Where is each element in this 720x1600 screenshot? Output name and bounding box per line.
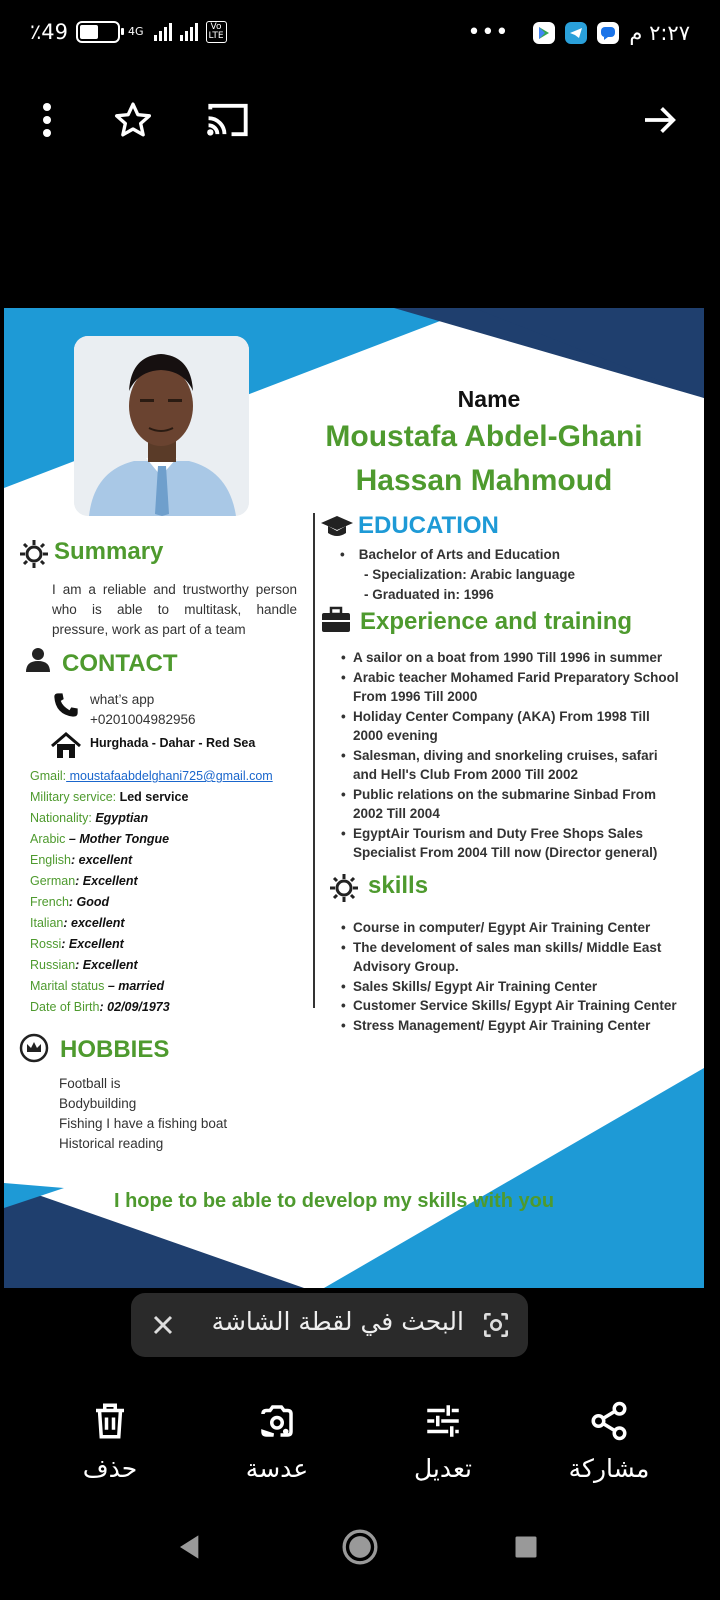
crown-badge-icon [18,1032,50,1064]
detail-key: Marital status [30,979,105,993]
home-circle-icon [340,1527,380,1567]
detail-row [30,850,320,871]
status-left [30,20,227,44]
close-search-button[interactable] [147,1309,179,1341]
list-item: • Customer Service Skills/ Egypt Air Training Center [341,996,681,1016]
contact-title: CONTACT [62,650,178,677]
status-bar [0,0,720,70]
detail-key: Date of Birth [30,1000,100,1014]
viewer-toolbar [0,85,720,155]
clock: ٢:٢٧ م [629,20,690,45]
detail-key: Gmail: [30,769,67,783]
education-block [340,545,575,605]
home-button[interactable] [340,1527,380,1567]
detail-row [30,892,320,913]
list-item: • A sailor on a boat from 1990 Till 1996 in summer [341,648,681,668]
telegram-icon [565,22,587,44]
recents-square-icon [508,1529,544,1565]
delete-label: حذف [82,1454,138,1483]
detail-row [30,955,320,976]
name-label: Name [457,386,521,412]
signal-icon-2 [180,23,198,41]
detail-value: : Excellent [75,874,138,888]
edit-label: تعديل [413,1454,473,1483]
resume-image[interactable] [4,308,704,1288]
battery-level [80,25,98,39]
detail-row [30,997,320,1018]
edit-button[interactable] [378,1400,508,1483]
lens-camera-icon [256,1400,298,1442]
more-options-button[interactable] [22,85,72,155]
back-triangle-icon [170,1527,210,1567]
summary-text: I am a reliable and trustworthy person who is able to multitask, handle pressure, work as part of a team [52,582,297,637]
back-button[interactable] [170,1527,210,1567]
experience-title: Experience and training [360,608,633,635]
name-line-2: Hassan Mahmoud [355,464,613,497]
list-item: • Sales Skills/ Egypt Air Training Center [341,977,681,997]
delete-button[interactable] [45,1400,175,1483]
detail-row [30,934,320,955]
lens-button[interactable] [212,1400,342,1483]
detail-row [30,808,320,829]
briefcase-icon [320,606,352,634]
hobby-item: Fishing I have a fishing boat [59,1116,228,1131]
messages-icon [597,22,619,44]
detail-row [30,913,320,934]
list-item: • Salesman, diving and snorkeling cruises, safari and Hell's Club From 2000 Till 2002 [341,746,681,785]
detail-key: Arabic [30,832,66,846]
detail-row[interactable] [30,766,320,787]
list-item: • Public relations on the submarine Sinbad From 2002 Till 2004 [341,785,681,824]
screenshot-search-bar[interactable] [131,1293,528,1357]
detail-row [30,871,320,892]
address: Hurghada - Dahar - Red Sea [90,736,256,750]
share-icon [588,1400,630,1442]
detail-value: Egyptian [91,811,149,825]
list-item: • Stress Management/ Egypt Air Training Center [341,1016,681,1036]
hobby-item: Historical reading [59,1136,164,1151]
detail-value: Led service [116,790,189,804]
network-type: 4G [128,25,144,38]
volte-icon: Vo LTE [206,21,227,43]
detail-key: German [30,874,76,888]
list-item: • Holiday Center Company (AKA) From 1998 Till 2000 evening [341,707,681,746]
battery-percent: ٪49 [30,20,69,44]
status-right [467,20,690,45]
close-icon [147,1309,179,1341]
recents-button[interactable] [508,1529,544,1565]
summary-title: Summary [54,538,164,565]
education-specialization: - Specialization: Arabic language [364,567,576,582]
forward-button[interactable] [630,85,690,155]
education-title: EDUCATION [358,512,499,539]
star-icon [113,100,153,140]
detail-value: : 02/09/1973 [99,1000,170,1014]
detail-key: Russian [30,958,76,972]
detail-key: Rossi [30,937,62,951]
favorite-button[interactable] [105,85,161,155]
phone-number: +0201004982956 [90,712,196,727]
play-store-icon [533,22,555,44]
hobbies-list [59,1074,227,1154]
whatsapp-label: what’s app [90,692,155,707]
education-degree: • Bachelor of Arts and Education [340,547,561,562]
phone-icon [52,690,80,720]
detail-value: : Excellent [75,958,138,972]
list-item: • Course in computer/ Egypt Air Training Center [341,918,681,938]
detail-value: : excellent [63,916,125,930]
detail-key: French [30,895,69,909]
cast-button[interactable] [200,85,256,155]
skills-title: skills [368,872,429,899]
details-list [30,766,320,1018]
more-vert-icon [42,102,52,138]
closing-line: I hope to be able to develop my skills with you [113,1190,555,1212]
battery-icon [76,21,120,43]
lens-label: عدسة [245,1454,309,1483]
detail-row [30,787,320,808]
person-icon [24,646,52,674]
list-item: • EgyptAir Tourism and Duty Free Shops Sales Specialist From 2004 Till now (Director general) [341,824,681,863]
system-nav-bar [0,1515,720,1585]
home-icon [50,732,82,760]
detail-key: English [30,853,71,867]
list-item: • Arabic teacher Mohamed Farid Preparatory School From 1996 Till 2000 [341,668,681,707]
gear-icon [328,872,360,904]
experience-list [341,648,681,863]
detail-value: : excellent [71,853,133,867]
detail-key: Italian [30,916,64,930]
hobby-item: Football is [59,1076,121,1091]
arrow-forward-icon [640,100,680,140]
list-item: • The develoment of sales man skills/ Middle East Advisory Group. [341,938,681,977]
cast-icon [205,100,251,140]
profile-photo [74,336,249,516]
detail-key: Military service: [30,790,117,804]
share-label: مشاركة [568,1454,650,1483]
tune-icon [422,1400,464,1442]
detail-value: : Good [68,895,110,909]
hobby-item: Bodybuilding [59,1096,137,1111]
name-line-1: Moustafa Abdel-Ghani [325,420,643,453]
signal-icon [154,23,172,41]
graduation-cap-icon [320,514,354,540]
trash-icon [89,1400,131,1442]
detail-value: – married [104,979,165,993]
search-label: البحث في لقطة الشاشة [211,1307,464,1336]
lens-icon [480,1309,512,1341]
detail-key: Nationality: [30,811,92,825]
education-graduated: - Graduated in: 1996 [364,587,494,602]
skills-list [341,918,681,1035]
gear-icon [18,538,50,570]
overflow-notifications: ••• [467,20,510,45]
detail-row [30,829,320,850]
detail-value: : Excellent [61,937,124,951]
detail-value: moustafaabdelghani725@gmail.com [66,769,273,783]
detail-row [30,976,320,997]
action-bar [0,1400,720,1490]
detail-value: – Mother Tongue [65,832,170,846]
share-button[interactable] [544,1400,674,1483]
hobbies-title: HOBBIES [60,1036,170,1063]
